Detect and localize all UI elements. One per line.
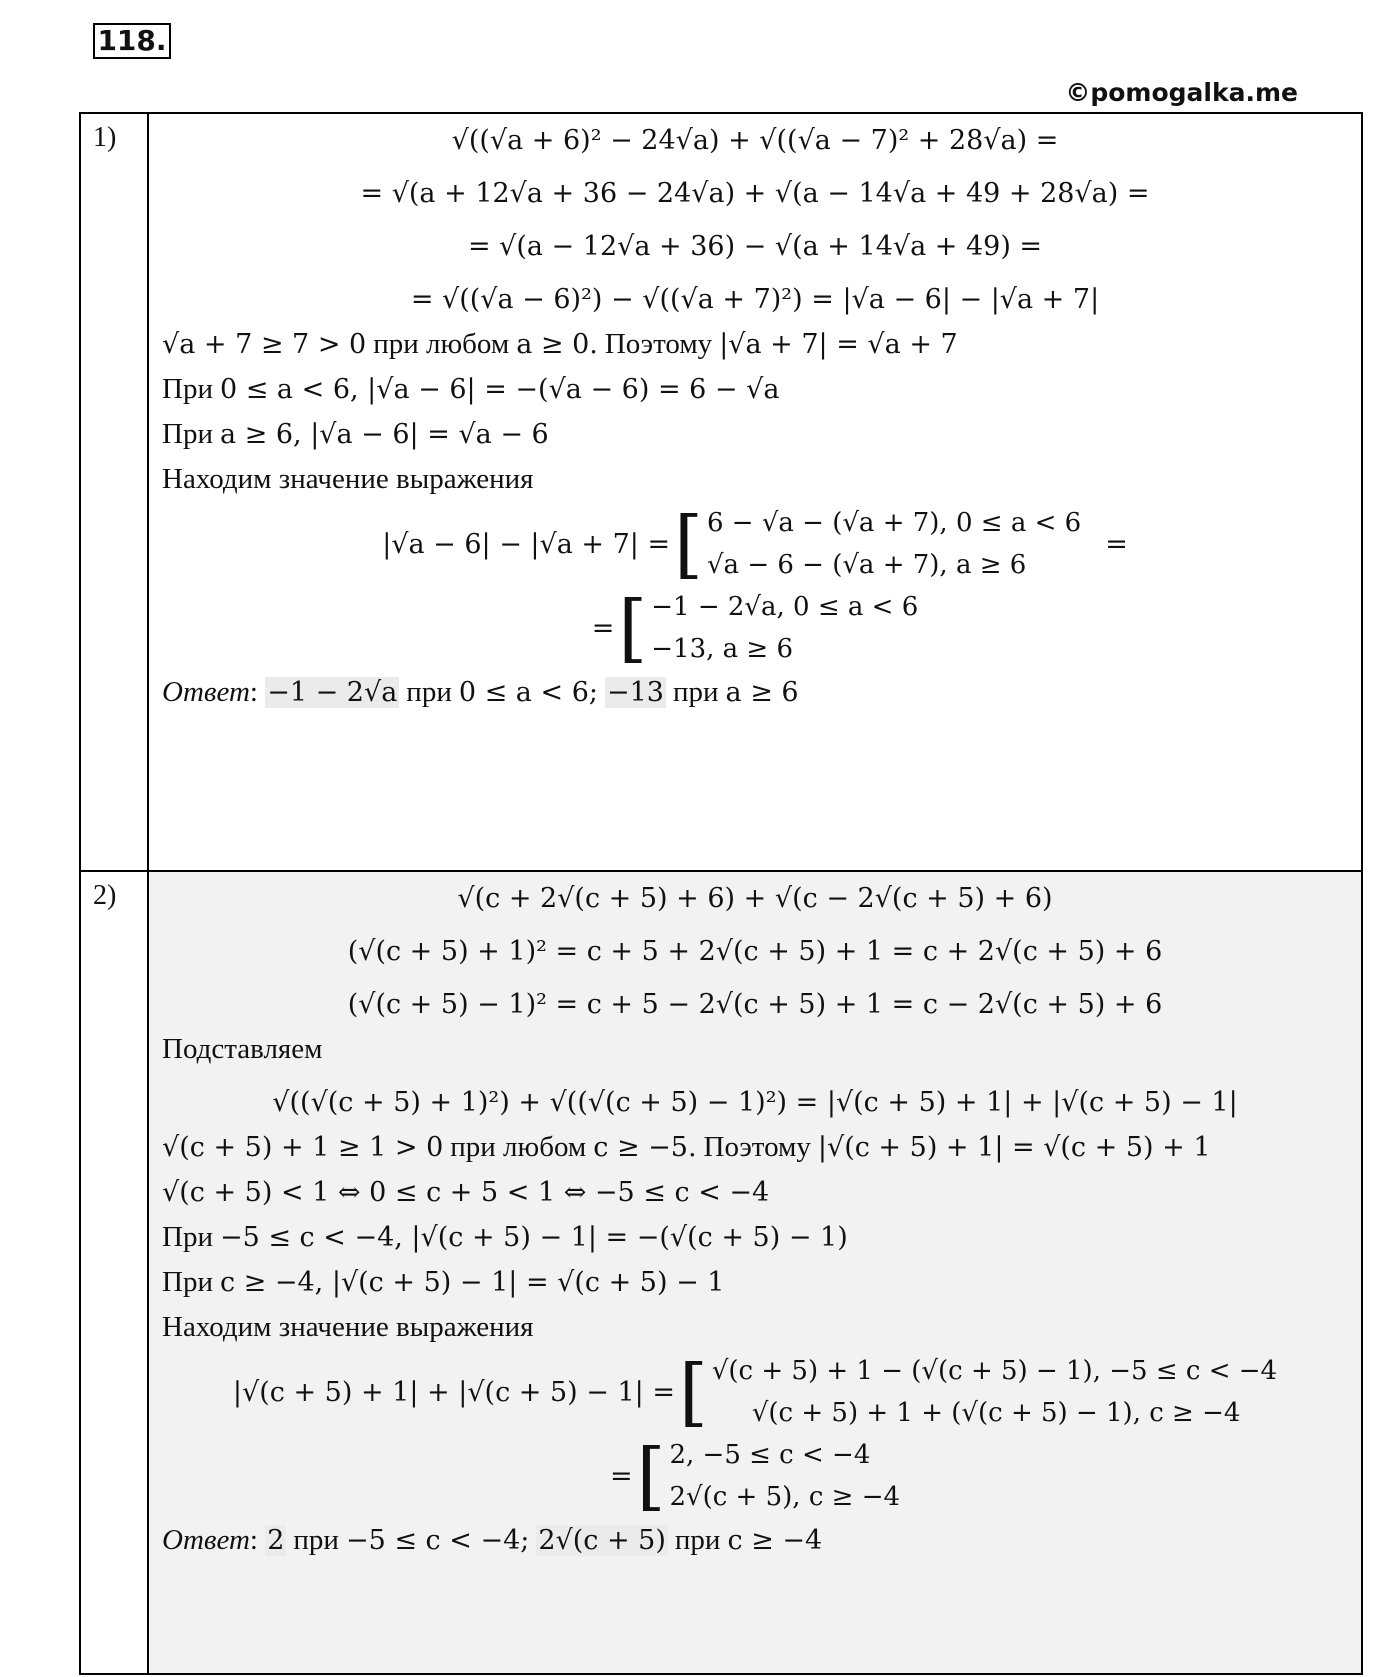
text-inline: При — [162, 1221, 213, 1253]
math-line: (√(c + 5) + 1)² = c + 5 + 2√(c + 5) + 1 = c + 2√(c + 5) + 6 — [347, 936, 1163, 967]
math-inline: 0 ≤ a < 6; — [458, 677, 598, 708]
case-line: √(c + 5) + 1 − (√(c + 5) − 1), −5 ≤ c < −4 — [711, 1356, 1278, 1386]
system-cases — [712, 1350, 1277, 1434]
text-inline: При — [162, 418, 213, 450]
part-body-1 — [148, 113, 1362, 871]
math-inline: c ≥ −5. — [593, 1132, 697, 1163]
math-line: = √(a + 12√a + 36 − 24√a) + √(a − 14√a + 49 + 28√a) = — [360, 178, 1150, 209]
case-line: 2, −5 ≤ c < −4 — [669, 1440, 871, 1470]
math-inline: a ≥ 0. — [516, 329, 598, 360]
math-line: √(c + 5) < 1 ⇔ 0 ≤ c + 5 < 1 ⇔ −5 ≤ c < −4 — [162, 1177, 770, 1208]
bracket: [ — [636, 1433, 666, 1519]
math-inline: |√(c + 5) + 1| = √(c + 5) + 1 — [817, 1132, 1211, 1163]
math-line: √(c + 2√(c + 5) + 6) + √(c − 2√(c + 5) + 6) — [457, 883, 1053, 914]
solution-row-2 — [80, 871, 1362, 1674]
case-line: 2√(c + 5), c ≥ −4 — [669, 1482, 901, 1512]
answer-label: Ответ — [162, 676, 250, 708]
math-line: (√(c + 5) − 1)² = c + 5 − 2√(c + 5) + 1 = c − 2√(c + 5) + 6 — [347, 989, 1163, 1020]
part-label-1: 1) — [80, 113, 148, 871]
math-inline: √(c + 5) + 1 ≥ 1 > 0 — [162, 1132, 444, 1163]
text-line — [149, 1125, 1361, 1170]
case-line: 6 − √a − (√a + 7), 0 ≤ a < 6 — [706, 508, 1082, 538]
text-line — [149, 367, 1361, 412]
math-inline: −5 ≤ c < −4, |√(c + 5) − 1| = −(√(c + 5) − 1) — [219, 1222, 848, 1253]
text-inline: Поэтому — [703, 1131, 811, 1163]
bracket: [ — [618, 585, 648, 671]
problem-number: 118. — [93, 23, 171, 59]
bracket: [ — [674, 501, 703, 587]
system-lhs: |√a − 6| − |√a + 7| = — [382, 528, 671, 560]
answer-value: 2 — [267, 1525, 285, 1556]
text-inline: при — [293, 1524, 339, 1556]
part-body-2 — [148, 871, 1362, 1674]
case-line: √a − 6 − (√a + 7), a ≥ 6 — [706, 550, 1027, 580]
math-line: = √((√a − 6)²) − √((√a + 7)²) = |√a − 6| − |√a + 7| — [410, 284, 1100, 315]
site-watermark: ©pomogalka.me — [1065, 78, 1298, 107]
text-inline: При — [162, 373, 213, 405]
text-inline: при любом — [450, 1131, 587, 1163]
system-rhs: = — [1105, 528, 1128, 560]
part-label-2: 2) — [80, 871, 148, 1674]
answer-value: 2√(c + 5) — [538, 1525, 666, 1556]
math-line: √((√(c + 5) + 1)²) + √((√(c + 5) − 1)²) = |√(c + 5) + 1| + |√(c + 5) − 1| — [272, 1087, 1238, 1118]
math-inline: |√a + 7| = √a + 7 — [719, 329, 958, 360]
system-lhs: |√(c + 5) + 1| + |√(c + 5) − 1| = — [232, 1376, 675, 1408]
text-inline: при — [672, 676, 719, 708]
system-cases — [669, 1434, 900, 1518]
text-line — [149, 412, 1361, 457]
solution-row-1 — [80, 113, 1362, 871]
system-lhs: = — [609, 1460, 633, 1492]
math-inline: a ≥ 6 — [725, 677, 799, 708]
math-inline: a ≥ 6, |√a − 6| = √a − 6 — [219, 419, 549, 450]
case-line: √(c + 5) + 1 + (√(c + 5) − 1), c ≥ −4 — [751, 1398, 1241, 1428]
text-line — [149, 1260, 1361, 1305]
math-inline: √a + 7 ≥ 7 > 0 — [162, 329, 367, 360]
text-line: Находим значение выражения — [162, 1311, 534, 1343]
system-lhs: = — [591, 612, 615, 644]
case-system — [149, 502, 1361, 586]
text-inline: при — [406, 676, 452, 708]
solution-table — [79, 112, 1363, 1675]
text-inline: при любом — [373, 328, 510, 360]
math-line: = √(a − 12√a + 36) − √(a + 14√a + 49) = — [467, 231, 1043, 262]
case-line: −1 − 2√a, 0 ≤ a < 6 — [651, 592, 919, 622]
case-system — [149, 586, 1361, 670]
answer-line: Ответ: −1 − 2√a при 0 ≤ a < 6; −13 при a ≥ 6 — [162, 676, 799, 708]
system-cases — [651, 586, 918, 670]
text-inline: Поэтому — [604, 328, 713, 360]
text-inline: При — [162, 1266, 213, 1298]
math-inline: c ≥ −4 — [727, 1525, 823, 1556]
text-line: Находим значение выражения — [162, 463, 534, 495]
answer-value: −1 − 2√a — [267, 677, 398, 708]
system-cases — [707, 502, 1081, 586]
math-inline: −5 ≤ c < −4; — [345, 1525, 530, 1556]
text-line: Подставляем — [162, 1033, 323, 1065]
case-system — [149, 1350, 1361, 1434]
bracket: [ — [678, 1349, 708, 1435]
answer-label: Ответ — [162, 1524, 250, 1556]
text-line — [149, 1215, 1361, 1260]
math-inline: 0 ≤ a < 6, |√a − 6| = −(√a − 6) = 6 − √a — [219, 374, 780, 405]
math-inline: c ≥ −4, |√(c + 5) − 1| = √(c + 5) − 1 — [219, 1267, 725, 1298]
case-line: −13, a ≥ 6 — [651, 634, 794, 664]
answer-line: Ответ: 2 при −5 ≤ c < −4; 2√(c + 5) при c ≥ −4 — [162, 1524, 823, 1556]
case-system — [149, 1434, 1361, 1518]
math-line: √((√a + 6)² − 24√a) + √((√a − 7)² + 28√a) = — [451, 125, 1059, 156]
text-inline: при — [674, 1524, 721, 1556]
answer-value: −13 — [606, 677, 664, 708]
text-line — [149, 322, 1361, 367]
